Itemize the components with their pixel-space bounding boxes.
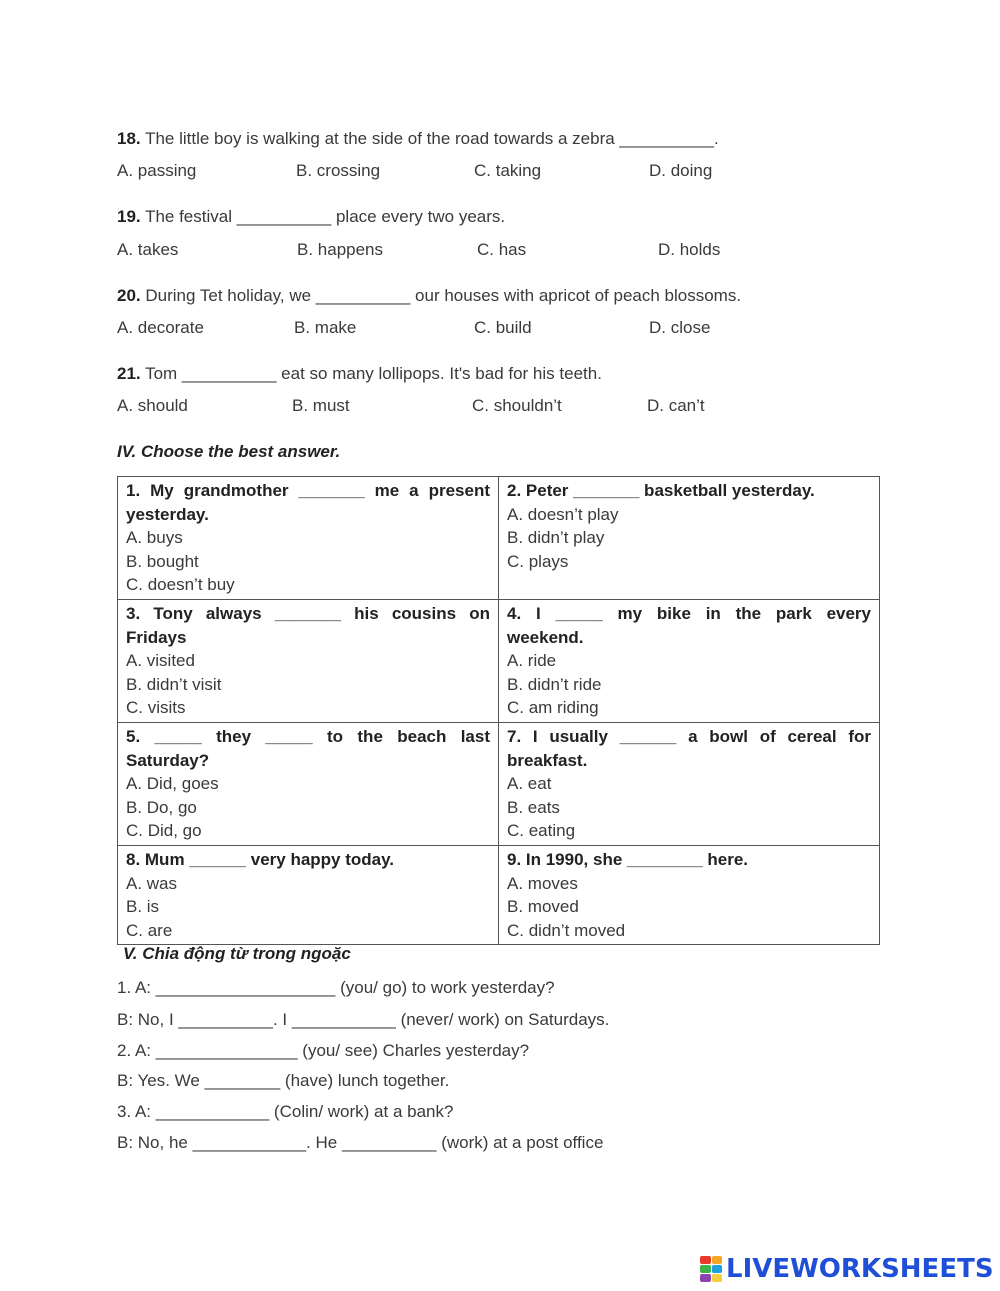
option-d[interactable]: D. holds (658, 240, 721, 259)
item-option[interactable]: C. plays (507, 551, 569, 571)
question-text: Tom __________ eat so many lollipops. It's bad for his teeth. (145, 364, 602, 383)
item-option[interactable]: A. visited (126, 651, 195, 671)
table-cell (118, 477, 499, 600)
option-b[interactable]: B. happens (297, 240, 384, 259)
question-number: 19. (117, 207, 141, 226)
item-stem: 5. _____ they _____ to the beach last Saturday? (126, 726, 490, 770)
option-c[interactable]: C. build (474, 318, 532, 337)
options-21 (117, 396, 877, 418)
item-option[interactable]: A. doesn’t play (507, 504, 619, 524)
item-option[interactable]: A. Did, goes (126, 774, 219, 794)
item-stem: 9. In 1990, she ________ here. (507, 849, 749, 869)
item-stem: 4. I _____ my bike in the park every weekend. (507, 603, 871, 647)
section-5-heading: V. Chia động từ trong ngoặc (123, 944, 351, 963)
item-option[interactable]: C. visits (126, 698, 186, 718)
option-b[interactable]: B. crossing (296, 161, 381, 180)
item-stem: 1. My grandmother _______ me a present yesterday. (126, 481, 490, 524)
option-b[interactable]: B. must (292, 396, 350, 415)
fill-line[interactable]: 2. A: _______________ (you/ see) Charles yesterday? (117, 1041, 530, 1060)
item-option[interactable]: A. moves (507, 873, 578, 893)
item-option[interactable]: B. moved (507, 897, 579, 917)
item-option[interactable]: B. Do, go (126, 797, 197, 817)
section-4-heading: IV. Choose the best answer. (117, 442, 341, 461)
question-18 (117, 129, 719, 149)
option-d[interactable]: D. close (649, 318, 711, 337)
logo-blocks-icon (700, 1256, 722, 1282)
table-cell (499, 845, 880, 944)
question-text: The festival __________ place every two years. (145, 207, 506, 226)
question-text: During Tet holiday, we __________ our houses with apricot of peach blossoms. (145, 286, 742, 305)
options-20 (117, 318, 877, 340)
option-a[interactable]: A. decorate (117, 318, 204, 337)
item-option[interactable]: B. eats (507, 797, 560, 817)
item-option[interactable]: B. didn’t play (507, 528, 605, 548)
item-option[interactable]: C. eating (507, 821, 576, 841)
option-b[interactable]: B. make (294, 318, 357, 337)
item-option[interactable]: B. bought (126, 551, 199, 571)
item-option[interactable]: C. doesn’t buy (126, 575, 235, 595)
item-stem: 2. Peter _______ basketball yesterday. (507, 481, 815, 500)
question-number: 20. (117, 286, 141, 305)
question-20 (117, 286, 741, 306)
options-19 (117, 240, 877, 262)
fill-line[interactable]: 3. A: ____________ (Colin/ work) at a bank? (117, 1102, 454, 1121)
item-option[interactable]: C. am riding (507, 698, 599, 718)
option-a[interactable]: A. takes (117, 240, 179, 259)
item-option[interactable]: B. is (126, 897, 160, 917)
item-option[interactable]: A. was (126, 873, 178, 893)
question-19 (117, 207, 505, 227)
option-c[interactable]: C. shouldn’t (472, 396, 562, 415)
table-row (118, 477, 880, 600)
question-text: The little boy is walking at the side of the road towards a zebra __________. (145, 129, 719, 148)
table-cell (499, 477, 880, 600)
item-stem: 3. Tony always _______ his cousins on Fridays (126, 603, 490, 647)
choice-table (117, 476, 880, 945)
fill-line[interactable]: B: No, he ____________. He __________ (work) at a post office (117, 1133, 604, 1152)
table-cell (118, 845, 499, 944)
table-cell (118, 722, 499, 845)
item-option[interactable]: B. didn’t visit (126, 674, 222, 694)
table-row (118, 599, 880, 722)
option-c[interactable]: C. taking (474, 161, 542, 180)
table-cell (118, 599, 499, 722)
option-a[interactable]: A. passing (117, 161, 197, 180)
option-d[interactable]: D. can’t (647, 396, 705, 415)
options-18 (117, 161, 877, 183)
option-c[interactable]: C. has (477, 240, 527, 259)
option-a[interactable]: A. should (117, 396, 188, 415)
liveworksheets-logo[interactable] (700, 1254, 994, 1284)
fill-line[interactable]: 1. A: ___________________ (you/ go) to work yesterday? (117, 978, 555, 997)
option-d[interactable]: D. doing (649, 161, 713, 180)
item-option[interactable]: B. didn’t ride (507, 674, 602, 694)
table-row (118, 722, 880, 845)
item-option[interactable]: C. Did, go (126, 821, 202, 841)
item-option[interactable]: C. are (126, 920, 173, 940)
item-stem: 8. Mum ______ very happy today. (126, 849, 395, 869)
item-stem: 7. I usually ______ a bowl of cereal for breakfast. (507, 726, 871, 770)
item-option[interactable]: A. buys (126, 528, 183, 548)
question-number: 18. (117, 129, 141, 148)
logo-text: LIVEWORKSHEETS (726, 1254, 994, 1284)
table-row (118, 845, 880, 944)
question-number: 21. (117, 364, 141, 383)
table-cell (499, 599, 880, 722)
item-option[interactable]: A. ride (507, 651, 557, 671)
table-cell (499, 722, 880, 845)
item-option[interactable]: C. didn’t moved (507, 920, 626, 940)
fill-line[interactable]: B: No, I __________. I ___________ (never/ work) on Saturdays. (117, 1010, 610, 1029)
question-21 (117, 364, 602, 384)
fill-line[interactable]: B: Yes. We ________ (have) lunch together. (117, 1071, 450, 1090)
item-option[interactable]: A. eat (507, 774, 552, 794)
